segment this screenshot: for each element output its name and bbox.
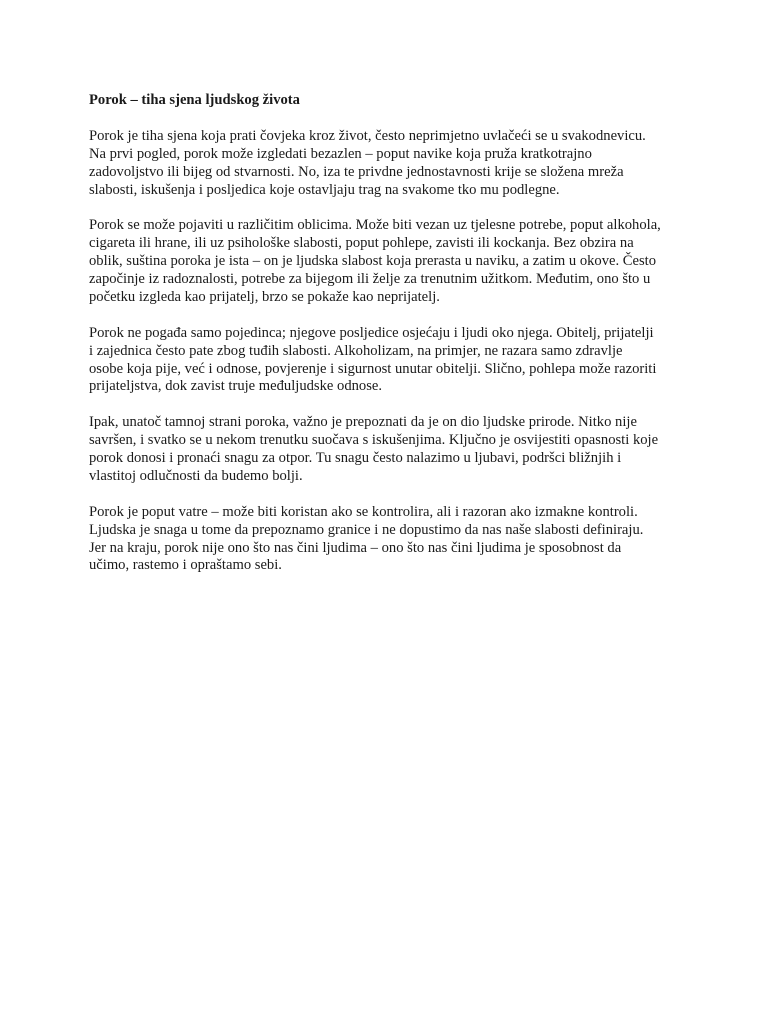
paragraph-line: Porok je poput vatre – može biti koristan ako se kontrolira, ali i razoran ako izmakne kontroli.	[89, 503, 638, 520]
paragraph-line: Porok ne pogađa samo pojedinca; njegove posljedice osjećaju i ljudi oko njega. Obitelj, prijatelji	[89, 324, 654, 341]
paragraph-line: vlastitoj odlučnosti da budemo bolji.	[89, 467, 303, 484]
paragraph-line: Jer na kraju, porok nije ono što nas čini ljudima – ono što nas čini ljudima je sposobnost da	[89, 539, 622, 556]
paragraph-line: Ljudska je snaga u tome da prepoznamo granice i ne dopustimo da nas naše slabosti definiraju.	[89, 521, 644, 538]
paragraph-line: osobe koja pije, već i odnose, povjerenje i sigurnost unutar obitelji. Slično, pohlepa može razoriti	[89, 360, 657, 377]
paragraph-line: prijateljstva, dok zavist truje međuljudske odnose.	[89, 378, 383, 395]
paragraph-line: i zajednica često pate zbog tuđih slabosti. Alkoholizam, na primjer, ne razara samo zdravlje	[89, 342, 623, 359]
paragraph-line: zadovoljstvo ili bijeg od stvarnosti. No, iza te privdne jednostavnosti krije se složena mreža	[89, 163, 624, 180]
paragraph-line: porok donosi i pronaći snagu za otpor. Tu snagu često nalazimo u ljubavi, podršci bližnjih i	[89, 450, 622, 467]
document-body	[89, 92, 689, 593]
paragraph-line: Porok je tiha sjena koja prati čovjeka kroz život, često neprimjetno uvlačeći se u svakodnevicu.	[89, 127, 646, 144]
paragraph-3	[89, 325, 689, 397]
paragraph-1	[89, 128, 689, 200]
paragraph-line: oblik, suština poroka je ista – on je ljudska slabost koja prerasta u naviku, a zatim u okove. Često	[89, 253, 657, 270]
paragraph-line: učimo, rastemo i opraštamo sebi.	[89, 557, 282, 574]
paragraph-2	[89, 217, 689, 307]
paragraph-line: Na prvi pogled, porok može izgledati bezazlen – poput navike koja pruža kratkotrajno	[89, 145, 592, 162]
paragraph-line: Ipak, unatoč tamnoj strani poroka, važno je prepoznati da je on dio ljudske prirode. Nitko nije	[89, 414, 637, 431]
paragraph-line: cigareta ili hrane, ili uz psihološke slabosti, poput pohlepe, zavisti ili kockanja. Bez obzira na	[89, 235, 634, 252]
paragraph-line: početku izgleda kao prijatelj, brzo se pokaže kao neprijatelj.	[89, 288, 440, 305]
paragraph-line: slabosti, iskušenja i posljedica koje ostavljaju trag na svakome tko mu podlegne.	[89, 181, 560, 198]
paragraph-5	[89, 504, 689, 576]
paragraph-line: započinje iz radoznalosti, potrebe za bijegom ili želje za trenutnim užitkom. Međutim, ono što u	[89, 271, 651, 288]
paragraph-4	[89, 414, 689, 486]
document-title: Porok – tiha sjena ljudskog života	[89, 92, 300, 108]
paragraph-line: Porok se može pojaviti u različitim oblicima. Može biti vezan uz tjelesne potrebe, poput alkohola,	[89, 217, 661, 234]
paragraph-line: savršen, i svatko se u nekom trenutku suočava s iskušenjima. Ključno je osvijestiti opasnosti koje	[89, 432, 659, 449]
